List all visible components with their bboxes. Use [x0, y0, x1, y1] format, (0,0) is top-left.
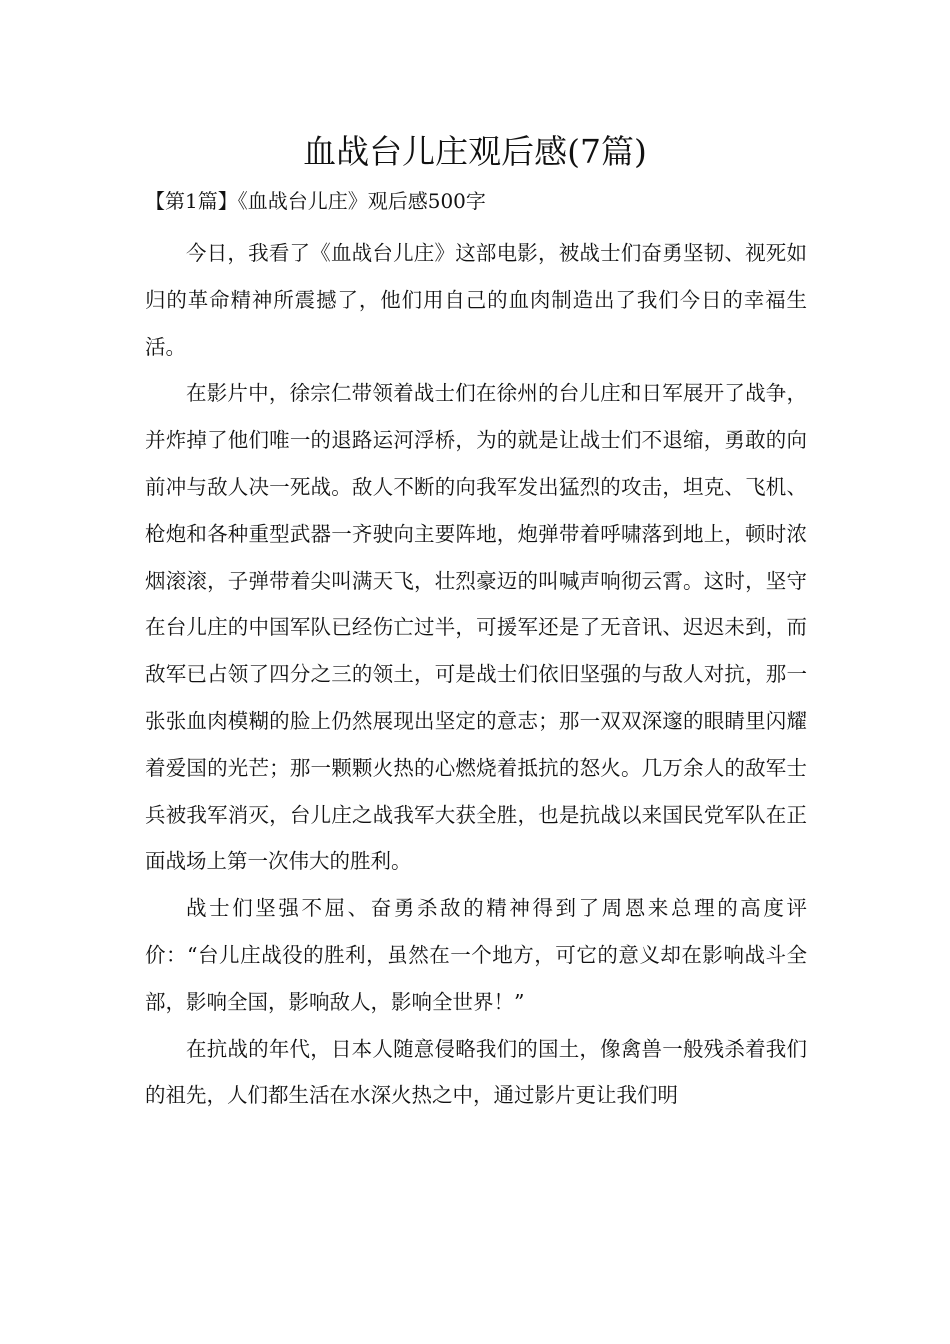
paragraph: 战士们坚强不屈、奋勇杀敌的精神得到了周恩来总理的高度评价：“台儿庄战役的胜利，虽然在一个地方，可它的意义却在影响战斗全部，影响全国，影响敌人，影响全世界！”: [145, 896, 807, 1014]
paragraph: 在影片中，徐宗仁带领着战士们在徐州的台儿庄和日军展开了战争，并炸掉了他们唯一的退路运河浮桥，为的就是让战士们不退缩，勇敢的向前冲与敌人决一死战。敌人不断的向我军发出猛烈的攻击，坦克、飞机、枪炮和各种重型武器一齐驶向主要阵地，炮弹带着呼啸落到地上，顿时浓烟滚滚，子弹带着尖叫满天飞，壮烈豪迈的叫喊声响彻云霄。这时，坚守在台儿庄的中国军队已经伤亡过半，可援军还是了无音讯、迟迟未到，而敌军已占领了四分之三的领土，可是战士们依旧坚强的与敌人对抗，那一张张血肉模糊的脸上仍然展现出坚定的意志；那一双双深邃的眼睛里闪耀着爱国的光芒；那一颗颗火热的心燃烧着抵抗的怒火。几万余人的敌军士兵被我军消灭，台儿庄之战我军大获全胜，也是抗战以来国民党军队在正面战场上第一次伟大的胜利。: [145, 381, 807, 874]
paragraph: 今日，我看了《血战台儿庄》这部电影，被战士们奋勇坚韧、视死如归的革命精神所震撼了，他们用自己的血肉制造出了我们今日的幸福生活。: [145, 241, 807, 359]
body-text: [145, 230, 807, 1119]
section-heading: 【第1篇】《血战台儿庄》观后感500字: [145, 189, 486, 213]
paragraph: 在抗战的年代，日本人随意侵略我们的国土，像禽兽一般残杀着我们的祖先，人们都生活在水深火热之中，通过影片更让我们明: [145, 1036, 807, 1108]
document-title: 血战台儿庄观后感(7篇): [303, 132, 647, 171]
